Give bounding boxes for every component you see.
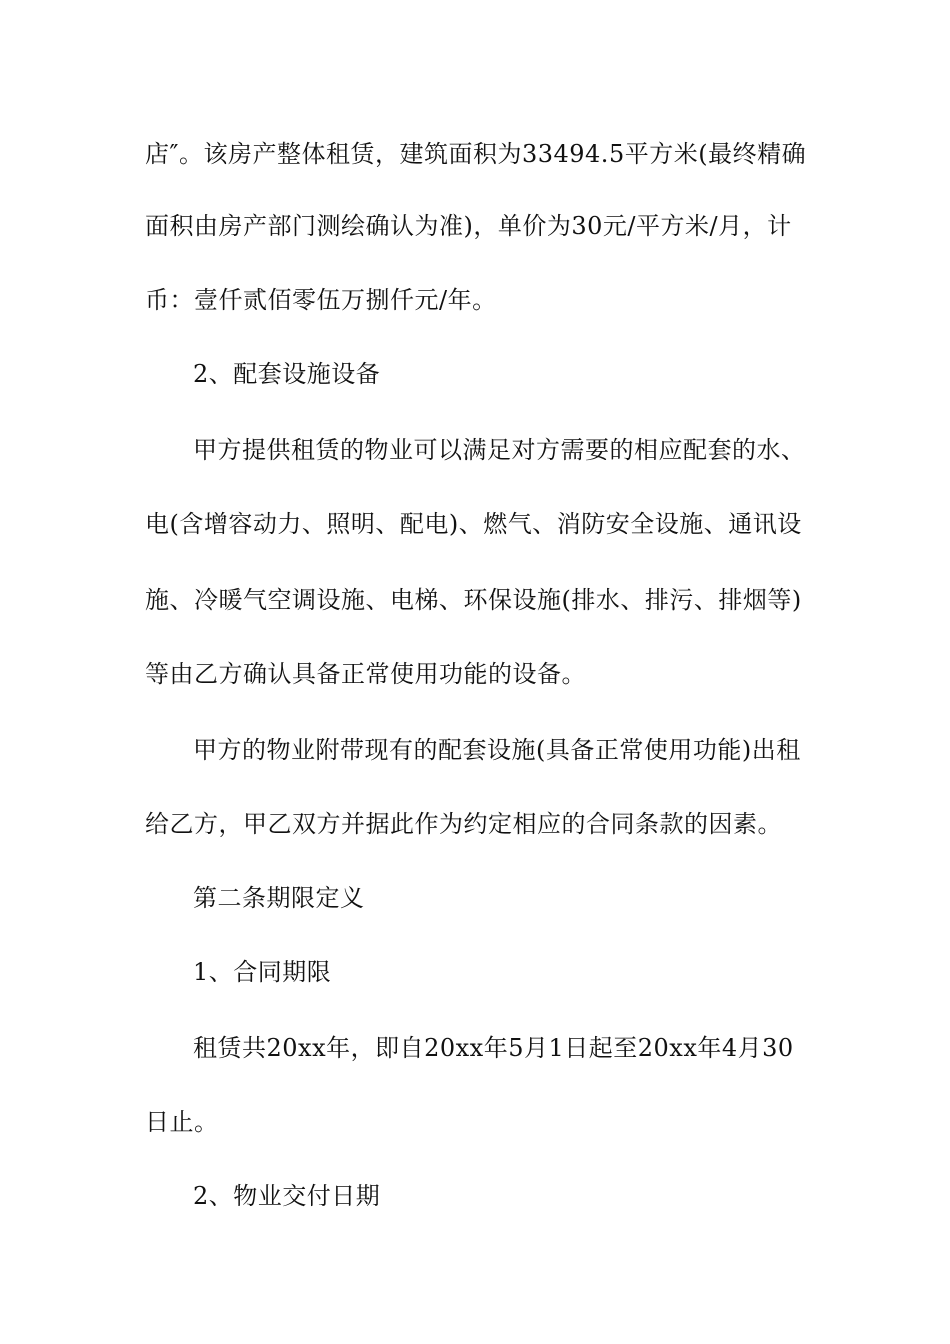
paragraph-line: 租赁共20xx年，即自20xx年5月1日起至20xx年4月30 bbox=[193, 1034, 794, 1062]
article-heading: 第二条期限定义 bbox=[193, 884, 365, 912]
paragraph-line: 甲方提供租赁的物业可以满足对方需要的相应配套的水、 bbox=[193, 436, 806, 464]
paragraph-line: 等由乙方确认具备正常使用功能的设备。 bbox=[145, 660, 586, 688]
section-heading: 2、配套设施设备 bbox=[193, 360, 381, 388]
paragraph-line: 施、冷暖气空调设施、电梯、环保设施(排水、排污、排烟等) bbox=[145, 586, 802, 614]
paragraph-line: 日止。 bbox=[145, 1108, 219, 1136]
section-heading: 2、物业交付日期 bbox=[193, 1182, 381, 1210]
section-heading: 1、合同期限 bbox=[193, 958, 332, 986]
paragraph-line: 甲方的物业附带现有的配套设施(具备正常使用功能)出租 bbox=[193, 736, 801, 764]
paragraph-line: 电(含增容动力、照明、配电)、燃气、消防安全设施、通讯设 bbox=[145, 510, 802, 538]
paragraph-line: 面积由房产部门测绘确认为准)，单价为30元/平方米/月，计 bbox=[145, 212, 792, 240]
paragraph-line: 店″。该房产整体租赁，建筑面积为33494.5平方米(最终精确 bbox=[145, 140, 807, 168]
paragraph-line: 给乙方，甲乙双方并据此作为约定相应的合同条款的因素。 bbox=[145, 810, 782, 838]
paragraph-line: 币：壹仟贰佰零伍万捌仟元/年。 bbox=[145, 286, 497, 314]
